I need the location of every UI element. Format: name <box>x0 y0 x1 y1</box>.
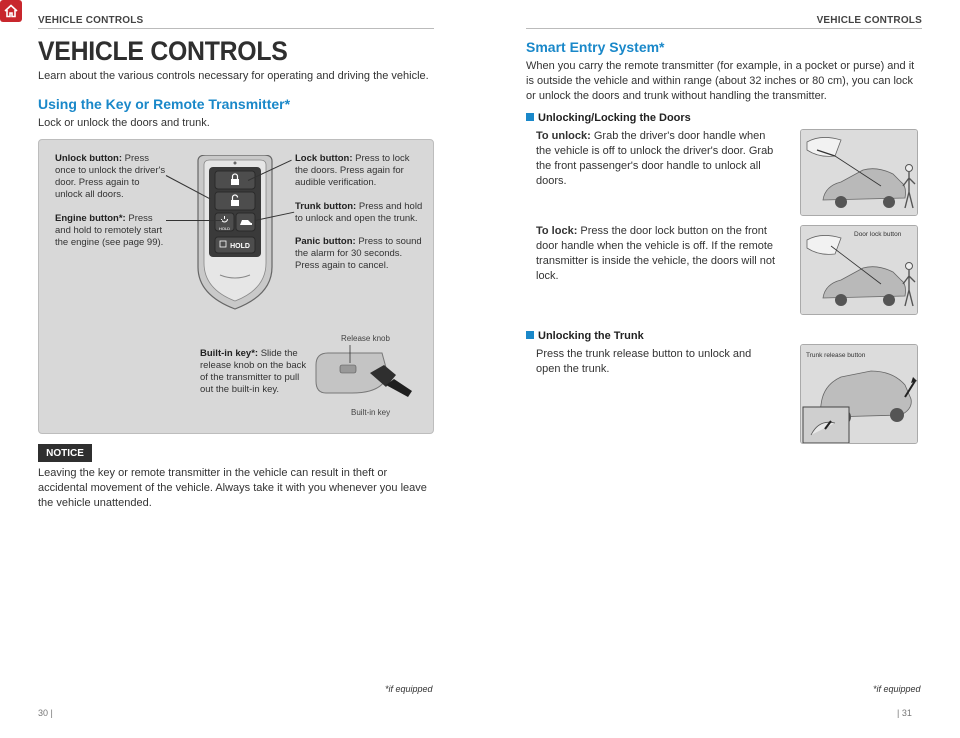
lock-instructions-head: To lock: <box>536 225 578 237</box>
panic-button-caption <box>295 236 423 272</box>
door-lock-button-illustration <box>800 225 918 315</box>
footnote-right: *if equipped <box>873 684 921 694</box>
engine-button-caption-head: Engine button*: <box>55 213 126 224</box>
lock-instructions <box>536 224 776 284</box>
subheading-trunk-text: Unlocking the Trunk <box>538 330 644 342</box>
section-text-key: Lock or unlock the doors and trunk. <box>38 117 210 129</box>
footnote-left: *if equipped <box>385 684 433 694</box>
car-door-lock-image <box>801 226 918 315</box>
hold-big-label: HOLD <box>230 243 250 250</box>
builtin-key-caption-body: Slide the release knob on the back of the transmitter to pull out the built-in key. <box>200 348 307 395</box>
engine-button-caption <box>55 213 169 249</box>
bullet-square-icon <box>526 331 534 339</box>
subheading-doors-text: Unlocking/Locking the Doors <box>538 112 691 124</box>
lock-instructions-body: Press the door lock button on the front door handle when the vehicle is off. If the remote transmitter is inside the vehicle, the doors will not lock. <box>536 225 776 282</box>
trunk-instructions: Press the trunk release button to unlock and open the trunk. <box>536 348 752 375</box>
lock-button-caption-body: Press to lock the doors. Press again for audible verification. <box>295 153 410 188</box>
door-lock-button-label: Door lock button <box>854 231 902 238</box>
lock-button-caption-head: Lock button: <box>295 153 353 164</box>
unlock-instructions-head: To unlock: <box>536 130 591 142</box>
panic-button-caption-body: Press to sound the alarm for 30 seconds. Press again to cancel. <box>295 236 422 271</box>
key-fob-illustration <box>190 155 280 310</box>
bullet-square-icon <box>526 113 534 121</box>
car-trunk-image <box>801 345 918 444</box>
page-header-left: VEHICLE CONTROLS <box>38 15 144 26</box>
subheading-doors <box>526 112 691 124</box>
intro-text: Learn about the various controls necessary for operating and driving the vehicle. <box>38 70 429 82</box>
trunk-release-button-label: Trunk release button <box>806 352 866 359</box>
trunk-button-caption <box>295 201 423 225</box>
unlock-button-caption <box>55 153 169 201</box>
section-title-smart-entry: Smart Entry System* <box>526 39 665 55</box>
hold-small-label: HOLD <box>218 226 231 231</box>
release-knob-label: Release knob <box>341 334 390 343</box>
builtin-key-caption-head: Built-in key*: <box>200 348 259 359</box>
unlock-instructions-body: Grab the driver's door handle when the vehicle is off to unlock the driver's door. Grab the front passenger's door handle to unlock all doors. <box>536 130 774 187</box>
smart-entry-intro: When you carry the remote transmitter (for example, in a pocket or purse) and it is outside the vehicle and within range (about 32 inches or 80 cm), you can lock or unlock the doors and trunk without handling the transmitter. <box>526 60 915 102</box>
notice-text: Leaving the key or remote transmitter in the vehicle can result in theft or accidental movement of the vehicle. Always take it with you whenever you leave the vehicle unattended. <box>38 467 427 509</box>
unlock-button-caption-body: Press once to unlock the driver's door. Press again to unlock all doors. <box>55 153 166 200</box>
built-in-key-illustration <box>312 345 417 400</box>
notice-badge: NOTICE <box>38 444 92 462</box>
panic-button-caption-head: Panic button: <box>295 236 356 247</box>
unlock-door-handle-illustration <box>800 129 918 216</box>
trunk-release-illustration <box>800 344 918 444</box>
header-divider-left <box>38 28 434 29</box>
section-title-key: Using the Key or Remote Transmitter* <box>38 96 291 112</box>
home-icon <box>3 3 19 19</box>
leader-line-engine <box>166 220 222 221</box>
page-header-right: VEHICLE CONTROLS <box>816 15 922 26</box>
engine-button-caption-body: Press and hold to remotely start the engine (see page 99). <box>55 213 164 248</box>
trunk-button-caption-body: Press and hold to unlock and open the trunk. <box>295 201 423 224</box>
trunk-button-caption-head: Trunk button: <box>295 201 357 212</box>
page-number-left: 30 | <box>38 708 53 718</box>
built-in-key-label: Built-in key <box>351 408 391 417</box>
home-button[interactable] <box>0 0 22 22</box>
unlock-instructions <box>536 129 776 189</box>
header-divider-right <box>526 28 922 29</box>
page-number-right: | 31 <box>897 708 912 718</box>
lock-button-caption <box>295 153 423 189</box>
car-door-handle-image <box>801 130 918 216</box>
builtin-key-caption <box>200 348 312 396</box>
unlock-button-caption-head: Unlock button: <box>55 153 123 164</box>
subheading-trunk <box>526 330 644 342</box>
page-title: VEHICLE CONTROLS <box>38 36 288 66</box>
